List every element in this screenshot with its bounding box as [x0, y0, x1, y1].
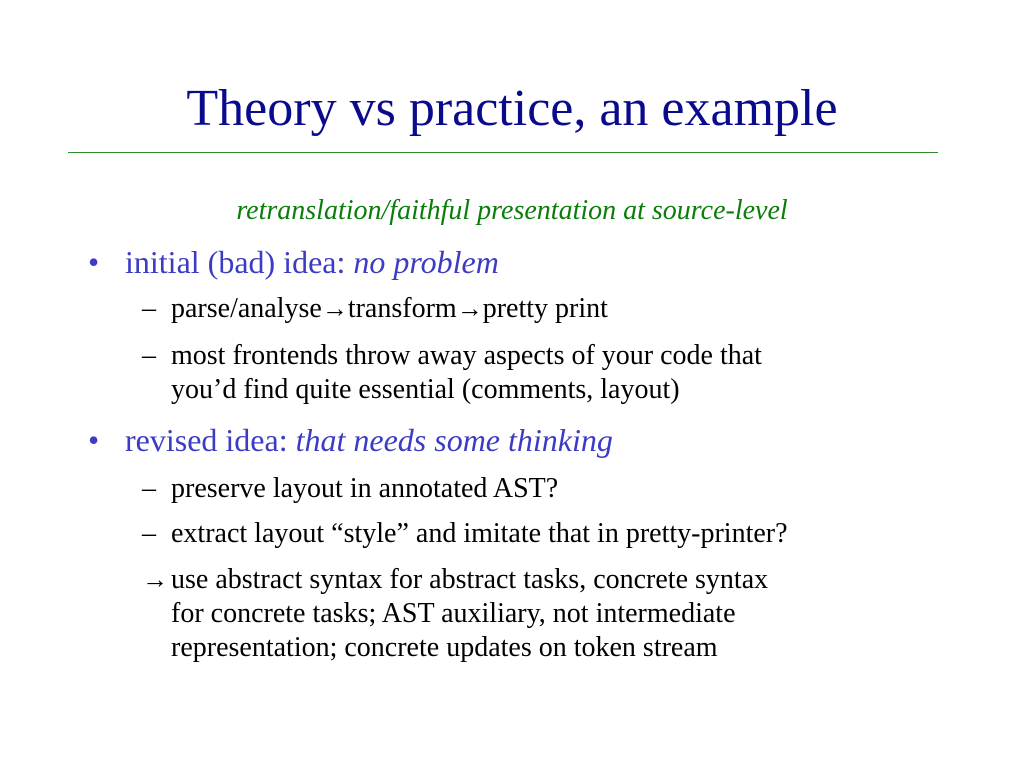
bullet-emphasis: no problem [353, 244, 499, 280]
slide-title: Theory vs practice, an example [186, 80, 838, 137]
dash-mark: – [142, 518, 156, 549]
bullet-emphasis: that needs some thinking [295, 422, 613, 458]
arrow-right-icon: → [142, 565, 168, 594]
title-divider [68, 152, 938, 153]
subitem-text: extract layout “style” and imitate that in pretty-printer? [171, 518, 788, 549]
subitem-line: representation; concrete updates on token stream [171, 632, 718, 663]
subitem-line: use abstract syntax for abstract tasks, concrete syntax [171, 564, 769, 595]
dash-mark: – [142, 340, 156, 371]
subitem-text [171, 563, 931, 665]
pipeline-step-print: pretty print [482, 293, 608, 324]
dash-mark: – [142, 293, 156, 324]
bullet-text [125, 242, 499, 282]
subitem-text [171, 292, 931, 326]
subitem-line: most frontends throw away aspects of your code that [171, 340, 762, 371]
bullet-label: revised idea: [125, 422, 296, 458]
subitem-text [171, 339, 931, 407]
arrow-right-icon: → [456, 294, 483, 323]
subitem-text: preserve layout in annotated AST? [171, 473, 559, 504]
bullet-label: initial (bad) idea: [125, 244, 354, 280]
pipeline-step-transform: transform [347, 293, 457, 324]
bullet-mark: • [88, 422, 100, 458]
pipeline-step-parse: parse/analyse [171, 293, 322, 324]
subitem-line: for concrete tasks; AST auxiliary, not intermediate [171, 598, 736, 629]
bullet-text [125, 420, 613, 460]
dash-mark: – [142, 473, 156, 504]
arrow-right-icon: → [321, 294, 348, 323]
subitem-line: you’d find quite essential (comments, layout) [171, 374, 680, 405]
bullet-mark: • [88, 244, 100, 280]
slide-subtitle: retranslation/faithful presentation at source-level [236, 195, 788, 226]
